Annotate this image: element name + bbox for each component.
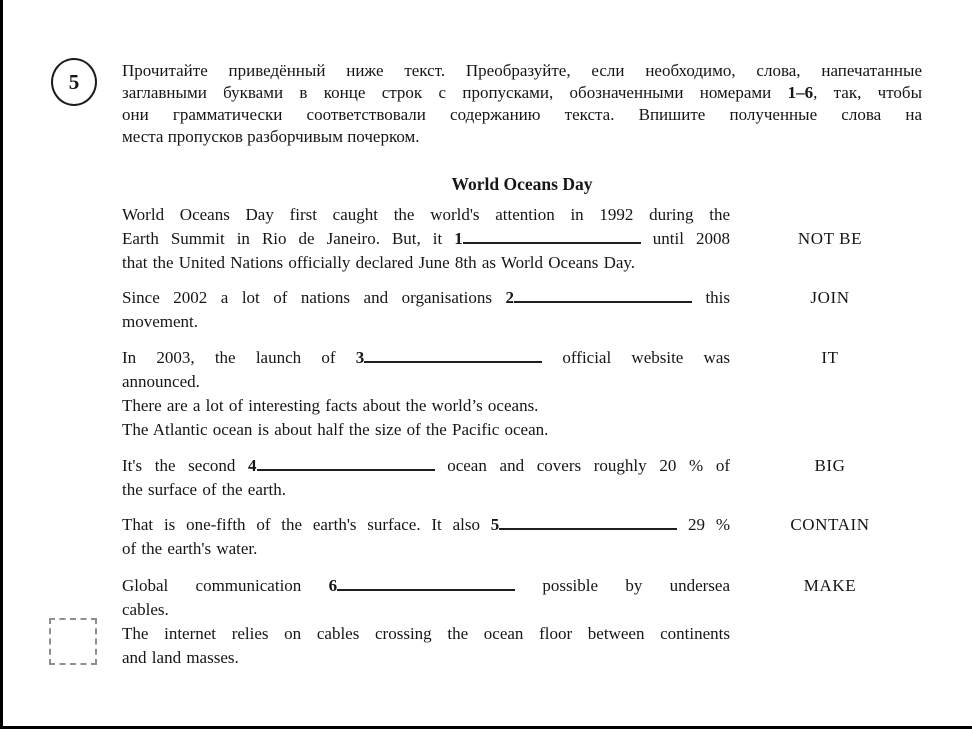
keyword-column [730, 454, 930, 478]
text-line [122, 203, 730, 227]
text-line [122, 104, 922, 126]
text-segment: 29 % [677, 515, 730, 534]
answer-blank[interactable] [499, 526, 677, 530]
gap-number: 6 [328, 576, 338, 595]
text-line [122, 126, 922, 148]
gap-number: 1–6 [787, 83, 814, 102]
gap-number: 3 [355, 348, 365, 367]
text-line [122, 394, 730, 418]
document-body [122, 60, 972, 670]
answer-blank[interactable] [463, 240, 641, 244]
text-line [122, 537, 730, 561]
text-line [122, 598, 730, 622]
text-segment: заглавными буквами в конце строк с пропусками, обозначенными номерами [122, 83, 788, 102]
keyword-column [730, 286, 930, 310]
text-line [122, 513, 730, 537]
text-line [122, 82, 922, 104]
gap-number: 1 [454, 229, 463, 248]
block-text [122, 203, 730, 275]
text-line [122, 60, 922, 82]
exercise-block [122, 454, 972, 502]
keyword-text: MAKE [803, 576, 857, 595]
text-segment: Global communication [122, 576, 329, 595]
text-segment: official website was [542, 348, 730, 367]
answer-blank[interactable] [364, 359, 542, 363]
text-segment: The Atlantic ocean is about half the size of the Pacific ocean. [122, 420, 549, 439]
text-segment: that the United Nations officially declared June 8th as World Oceans Day. [122, 253, 636, 272]
exercise-blocks [122, 203, 972, 670]
task-number: 5 [68, 69, 80, 94]
keyword-text: JOIN [810, 288, 850, 307]
text-title: World Oceans Day [451, 174, 593, 194]
gap-number: 5 [490, 515, 500, 534]
text-line [122, 286, 730, 310]
text-segment: this [691, 288, 731, 307]
text-segment: of the earth's water. [122, 539, 258, 558]
text-segment: они грамматически соответствовали содержанию текста. Впишите полученные слова на [122, 105, 922, 124]
exercise-block [122, 203, 972, 275]
text-segment: Прочитайте приведённый ниже текст. Преобразуйте, если необходимо, слова, напечатанные [122, 61, 922, 80]
text-line [122, 370, 730, 394]
text-line [122, 418, 730, 442]
text-line [122, 646, 730, 670]
keyword-column [730, 513, 930, 537]
block-text [122, 286, 730, 334]
block-text [122, 346, 730, 442]
text-segment: ocean and covers roughly 20 % of [434, 456, 730, 475]
keyword-column [730, 203, 930, 251]
keyword-text: CONTAIN [790, 515, 870, 534]
text-line [122, 574, 730, 598]
answer-blank[interactable] [257, 467, 435, 471]
keyword-text: IT [821, 348, 839, 367]
text-segment: , так, чтобы [813, 83, 922, 102]
text-segment: until 2008 [640, 229, 730, 248]
block-text [122, 574, 730, 670]
text-line [122, 310, 730, 334]
text-segment: места пропусков разборчивым почерком. [122, 127, 420, 146]
text-segment: movement. [122, 312, 199, 331]
text-line [122, 346, 730, 370]
answer-blank[interactable] [337, 587, 515, 591]
text-line [122, 478, 730, 502]
answer-blank[interactable] [514, 299, 692, 303]
keyword-text: NOT BE [797, 229, 863, 248]
keyword-text: BIG [814, 456, 846, 475]
text-segment: and land masses. [122, 648, 239, 667]
block-text [122, 454, 730, 502]
text-segment: announced. [122, 372, 200, 391]
text-line [122, 622, 730, 646]
text-line [122, 251, 730, 275]
exercise-block [122, 346, 972, 442]
page-edge-left [0, 0, 3, 729]
text-line [122, 454, 730, 478]
task-number-circle [51, 58, 97, 106]
score-box [49, 618, 97, 665]
text-segment: It's the second [122, 456, 249, 475]
text-segment: Since 2002 a lot of nations and organisations [122, 288, 506, 307]
text-segment: In 2003, the launch of [122, 348, 356, 367]
text-segment: Earth Summit in Rio de Janeiro. But, it [122, 229, 455, 248]
text-segment: World Oceans Day first caught the world's attention in 1992 during the [122, 205, 730, 224]
text-segment: the surface of the earth. [122, 480, 286, 499]
keyword-column [730, 574, 930, 598]
exercise-block [122, 513, 972, 561]
text-segment: That is one-fifth of the earth's surface. It also [122, 515, 491, 534]
exercise-block [122, 574, 972, 670]
text-line [122, 227, 730, 251]
text-segment: The internet relies on cables crossing the ocean floor between continents [122, 624, 730, 643]
gap-number: 2 [505, 288, 514, 307]
text-segment: cables. [122, 600, 169, 619]
gap-number: 4 [248, 456, 257, 475]
task-instructions [122, 60, 922, 148]
text-segment: possible by undersea [515, 576, 730, 595]
text-segment: There are a lot of interesting facts about the world’s oceans. [122, 396, 539, 415]
block-text [122, 513, 730, 561]
keyword-column [730, 346, 930, 370]
exercise-block [122, 286, 972, 334]
